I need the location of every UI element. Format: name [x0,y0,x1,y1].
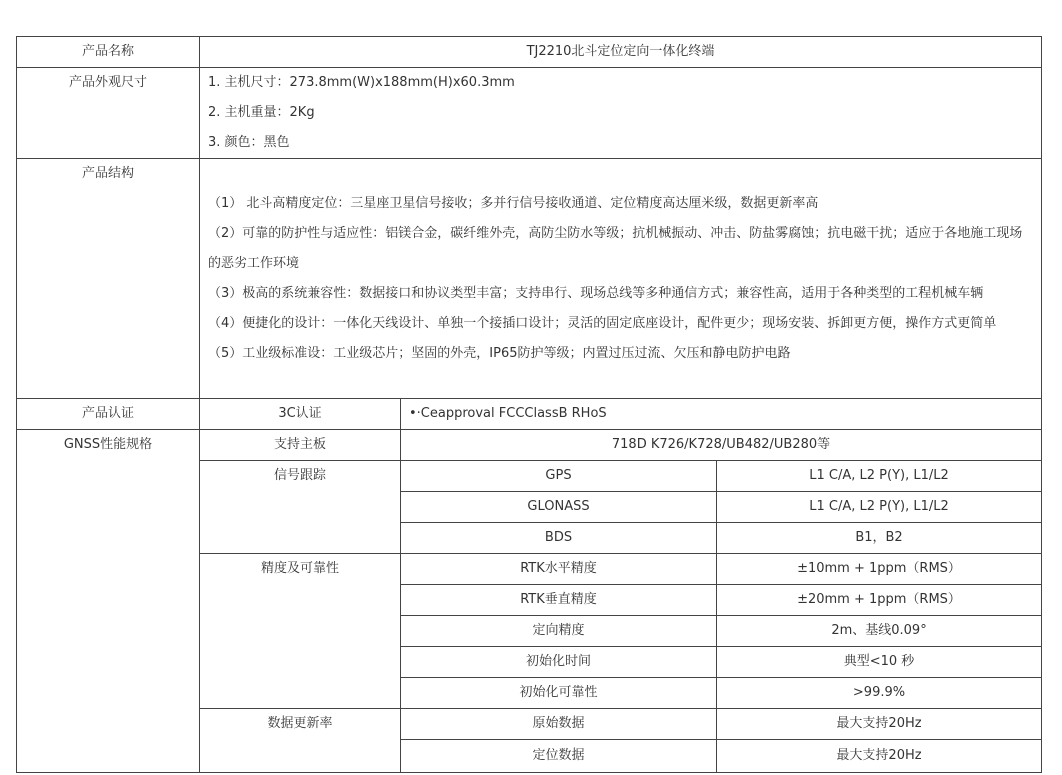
gnss-label: GNSS性能规格 [17,430,200,773]
accuracy-value: 典型<10 秒 [717,647,1042,678]
certification-label: 产品认证 [17,399,200,430]
row-dimensions [17,68,1042,159]
gnss-board-label: 支持主板 [200,430,401,461]
accuracy-value: 2m、基线0.09° [717,616,1042,647]
row-certification [17,399,1042,430]
dimensions-line: 2. 主机重量：2Kg [208,105,315,120]
update-rate-value: 最大支持20Hz [717,709,1042,740]
structure-line: （1） 北斗高精度定位：三星座卫星信号接收；多并行信号接收通道、定位精度高达厘米级，数据更新率高 [208,195,819,211]
tracking-name: GLONASS [401,492,717,523]
tracking-value: L1 C/A, L2 P(Y), L1/L2 [717,492,1042,523]
certification-value: •·Ceapproval FCCClassB RHoS [401,399,1042,430]
update-rate-name: 原始数据 [401,709,717,740]
accuracy-label: 精度及可靠性 [200,554,401,709]
accuracy-name: 初始化时间 [401,647,717,678]
tracking-value: L1 C/A, L2 P(Y), L1/L2 [717,461,1042,492]
dimensions-value [200,68,1042,159]
accuracy-name: RTK垂直精度 [401,585,717,616]
accuracy-value: ±10mm + 1ppm（RMS） [717,554,1042,585]
structure-line: （5）工业级标准设：工业级芯片；坚固的外壳，IP65防护等级；内置过压过流、欠压和静电防护电路 [208,345,791,361]
structure-value [200,159,1042,399]
accuracy-name: 初始化可靠性 [401,678,717,709]
row-product-name [17,37,1042,68]
gnss-board-value: 718D K726/K728/UB482/UB280等 [401,430,1042,461]
row-gnss-board [17,430,1042,461]
spec-table [16,36,1042,773]
tracking-name: BDS [401,523,717,554]
product-name-label: 产品名称 [17,37,200,68]
dimensions-line: 3. 颜色：黑色 [208,135,290,150]
accuracy-name: RTK水平精度 [401,554,717,585]
product-name-value: TJ2210北斗定位定向一体化终端 [200,37,1042,68]
update-rate-name: 定位数据 [401,740,717,773]
structure-line: （4）便捷化的设计：一体化天线设计、单独一个接插口设计；灵活的固定底座设计，配件更少；现场安装、拆卸更方便，操作方式更简单 [208,315,997,331]
structure-line: （2）可靠的防护性与适应性：铝镁合金，碳纤维外壳，高防尘防水等级；抗机械振动、冲击、防盐雾腐蚀；抗电磁干扰；适应于各地施工现场的恶劣工作环境 [208,225,1023,271]
structure-label: 产品结构 [17,159,200,399]
structure-line: （3）极高的系统兼容性：数据接口和协议类型丰富；支持串行、现场总线等多种通信方式；兼容性高，适用于各种类型的工程机械车辆 [208,285,984,301]
tracking-value: B1，B2 [717,523,1042,554]
accuracy-name: 定向精度 [401,616,717,647]
dimensions-label: 产品外观尺寸 [17,68,200,159]
dimensions-line: 1. 主机尺寸：273.8mm(W)x188mm(H)x60.3mm [208,75,515,90]
certification-name: 3C认证 [200,399,401,430]
update-rate-label: 数据更新率 [200,709,401,773]
update-rate-value: 最大支持20Hz [717,740,1042,773]
accuracy-value: ±20mm + 1ppm（RMS） [717,585,1042,616]
row-structure [17,159,1042,399]
tracking-name: GPS [401,461,717,492]
accuracy-value: >99.9% [717,678,1042,709]
tracking-label: 信号跟踪 [200,461,401,554]
